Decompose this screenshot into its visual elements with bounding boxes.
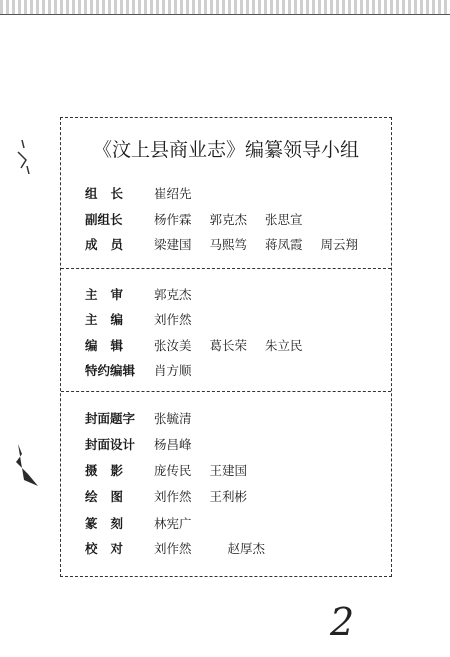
board-title: 《汶上县商业志》编纂领导小组	[92, 139, 359, 161]
person-name: 张汝美	[154, 338, 192, 353]
role-names	[154, 310, 206, 330]
person-name: 刘作然	[154, 312, 192, 327]
person-name: 杨昌峰	[154, 437, 192, 452]
page-number: 2	[330, 600, 355, 644]
person-name: 张思宣	[265, 212, 303, 227]
role-label: 绘 图	[85, 489, 124, 504]
person-name: 梁建国	[154, 237, 192, 252]
role-names	[154, 336, 317, 356]
person-name: 林宪广	[154, 516, 192, 531]
role-names	[154, 235, 372, 255]
scan-top-edge	[0, 0, 450, 15]
person-name: 周云翔	[320, 237, 359, 252]
person-name: 肖方顺	[154, 363, 192, 378]
role-label: 校 对	[85, 541, 124, 556]
person-name: 葛长荣	[209, 338, 248, 353]
person-name: 朱立民	[265, 338, 303, 353]
role-names	[154, 539, 279, 559]
role-label: 主 编	[85, 312, 124, 327]
role-names	[154, 487, 261, 507]
role-label: 成 员	[85, 237, 124, 252]
person-name: 蒋凤霞	[265, 237, 303, 252]
role-names	[154, 514, 206, 534]
person-name: 崔绍先	[154, 186, 192, 201]
role-label: 副组长	[85, 212, 123, 227]
role-label: 篆 刻	[85, 516, 124, 531]
person-name: 庞传民	[154, 463, 192, 478]
person-name: 郭克杰	[154, 287, 192, 302]
person-name: 张毓清	[154, 411, 192, 426]
role-names	[154, 461, 261, 481]
role-label: 封面设计	[85, 437, 136, 452]
role-names	[154, 435, 206, 455]
person-name: 马熙笃	[209, 237, 248, 252]
person-name: 郭克杰	[209, 212, 248, 227]
section-divider	[61, 391, 391, 392]
role-label: 封面题字	[85, 411, 136, 426]
role-names	[154, 409, 206, 429]
role-label: 主 审	[85, 287, 124, 302]
role-names	[154, 184, 206, 204]
person-name: 杨作霖	[154, 212, 192, 227]
editorial-board-box	[60, 117, 392, 577]
scan-speck-mid-left	[12, 440, 42, 490]
role-names	[154, 361, 206, 381]
role-label: 编 辑	[85, 338, 124, 353]
person-name: 刘作然	[154, 489, 192, 504]
person-name: 王利彬	[209, 489, 248, 504]
role-label: 特约编辑	[85, 363, 136, 378]
scan-speck-top-left	[14, 138, 34, 178]
role-label: 摄 影	[85, 463, 124, 478]
person-name: 刘作然	[154, 541, 192, 556]
role-names	[154, 285, 206, 305]
role-label: 组 长	[85, 186, 124, 201]
person-name: 王建国	[209, 463, 248, 478]
section-divider	[61, 268, 391, 269]
person-name: 赵厚杰	[227, 541, 266, 556]
role-names	[154, 210, 317, 230]
